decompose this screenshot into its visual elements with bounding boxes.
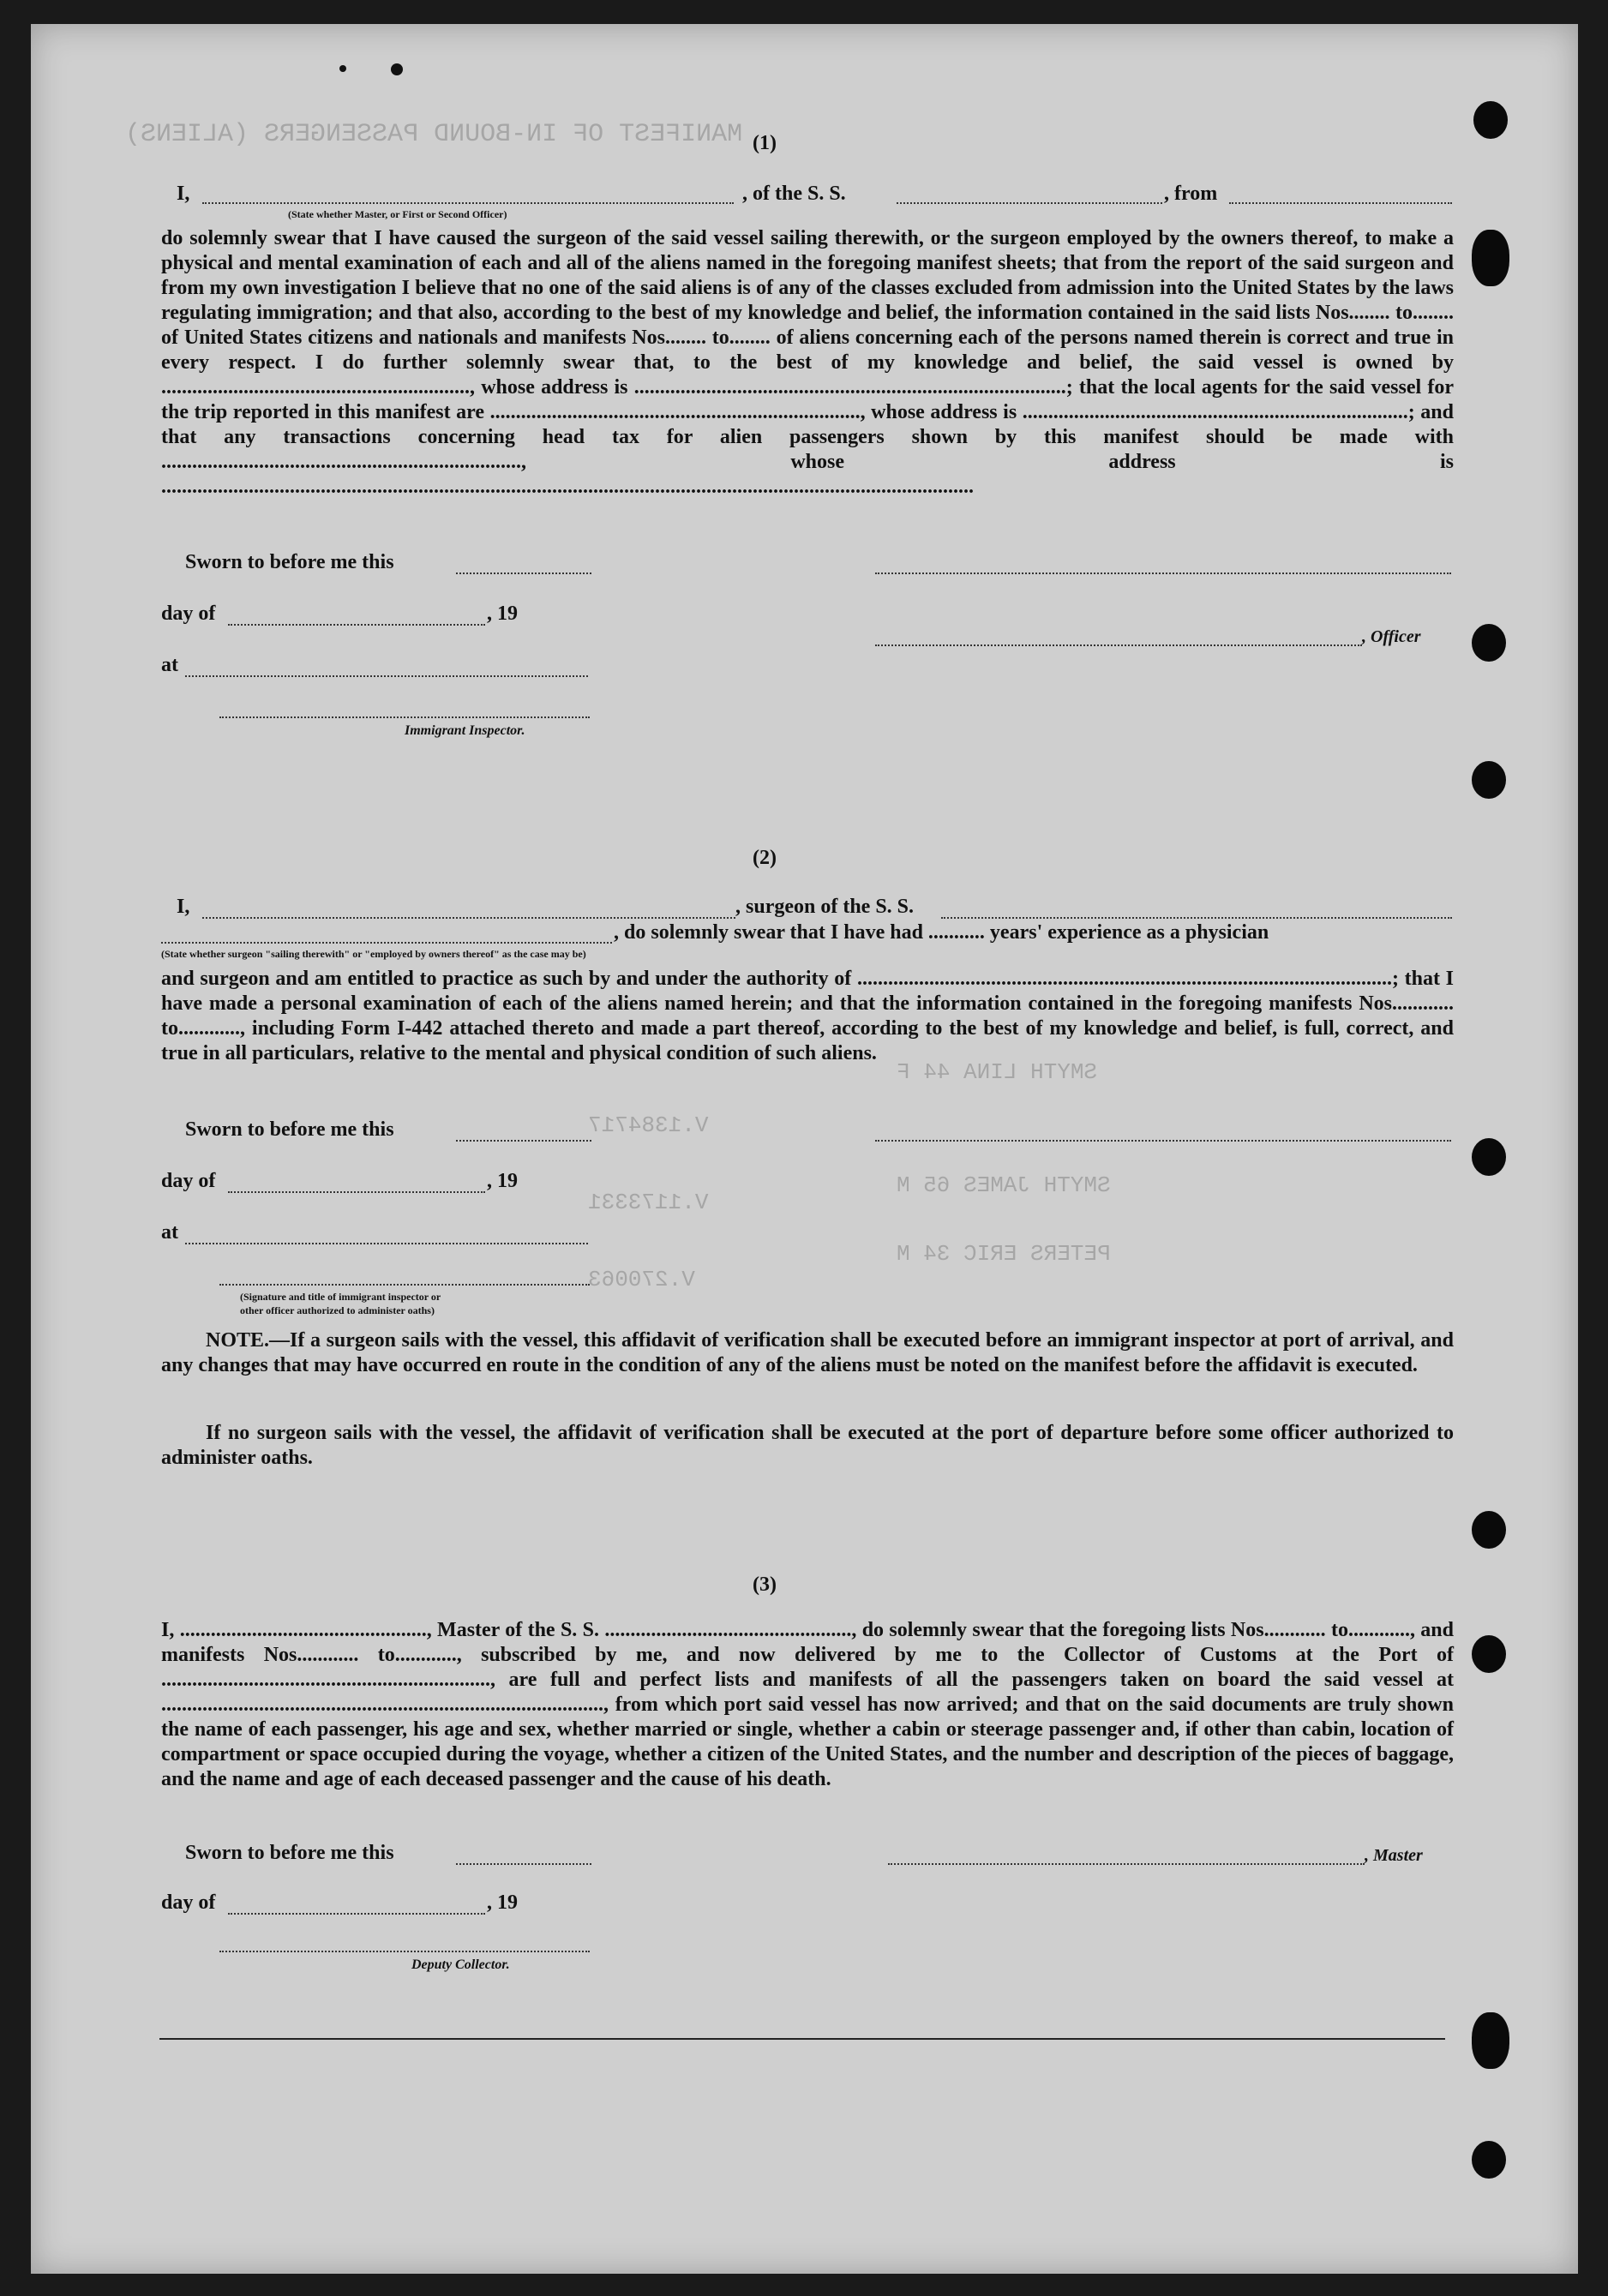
section-3-oath-text: I, ................................................, Master of the S. S. ................................................, do solemnly swear that the foregoing lists Nos............ to............, and manifests Nos............ to............, subscribed by me, and now delivered by me to the Collector of Customs at the Port of ................................................................, are full and perfect lists and manifests of all the passengers taken on board the said vessel at ......................................................................................, from which port said vessel has now arrived; and that on the said documents are truly shown the name of each passenger, his age and sex, whether married or single, whether a cabin or steerage passenger and, if other than cabin, location of compartment or space occupied during the voyage, whether a citizen of the United States, and the number and description of the pieces of baggage, and the name and age of each deceased passenger and the cause of his death. (161, 1619, 1454, 1790)
surgeon-of-ss-label: , surgeon of the S. S. (735, 896, 915, 918)
day-of-field-2[interactable] (228, 1191, 485, 1193)
at-place-field-2[interactable] (185, 1243, 588, 1244)
note-label: NOTE. (206, 1329, 270, 1352)
sworn-date-field[interactable] (456, 573, 591, 574)
punch-hole (1472, 1511, 1506, 1549)
surgeon-signature-field[interactable] (875, 1140, 1451, 1142)
punch-hole (1472, 2141, 1506, 2179)
bleed-through-text: V.1384717 (588, 1112, 709, 1138)
sworn-label: Sworn to before me this (185, 551, 394, 573)
day-of-field[interactable] (228, 624, 485, 626)
punch-hole (1472, 1635, 1506, 1673)
day-of-field-3[interactable] (228, 1913, 485, 1915)
section-1-oath-i: I, (177, 183, 190, 205)
bleed-through-text: V.270063 (588, 1267, 695, 1292)
section-1-oath-text: do solemnly swear that I have caused the surgeon of the said vessel sailing therewith, or the surgeon employed by the owners thereof, to make a physical and mental examination of each and all of the aliens named in the foregoing manifest sheets; that from the report of the said surgeon and from my own investigation I believe that no one of the said aliens is of any of the classes excluded from admission into the United States by the laws regulating immigration; and that also, according to the best of my knowledge and belief, the information contained in the said lists Nos........ to........ of United States citizens and nationals and manifests Nos........ to........ of aliens concerning each of the persons named therein is correct and true in every respect. I do further solemnly swear that, to the best of my knowledge and belief, the said vessel is owned by ............................................................, whose address is ....................................................................................; that the local agents for the said vessel for the trip reported in this manifest are ........................................................................, whose address is ...........................................................................; and that any transactions concerning head tax for alien passengers shown by this manifest should be made with ......................................................................, whose address is .............................................................................................................................................................. (161, 227, 1454, 498)
speck (339, 65, 346, 72)
deputy-collector-signature[interactable] (219, 1951, 590, 1952)
day-of-label: day of (161, 602, 216, 625)
bleed-through-text: PETERS ERIC 34 M (897, 1241, 1111, 1267)
punch-hole (1472, 761, 1506, 799)
departure-port-field[interactable] (1229, 202, 1452, 204)
sworn-label-3: Sworn to before me this (185, 1842, 394, 1864)
sworn-date-field-2[interactable] (456, 1140, 591, 1142)
officer-signature-field[interactable] (875, 573, 1451, 574)
at-label: at (161, 654, 178, 676)
day-of-label-3: day of (161, 1891, 216, 1914)
year-19-label-2: , 19 (487, 1170, 518, 1192)
signature-note-line-1: (Signature and title of immigrant inspector or (240, 1291, 441, 1303)
punch-hole (1472, 230, 1509, 286)
at-place-field[interactable] (185, 675, 588, 677)
master-or-officer-note: (State whether Master, or First or Second Officer) (288, 208, 507, 220)
signature-note-line-2: other officer authorized to administer oaths) (240, 1304, 435, 1316)
from-label: , from (1164, 183, 1218, 205)
bottom-rule (159, 2038, 1445, 2040)
manifest-page (31, 24, 1578, 2274)
immigrant-inspector-caption: Immigrant Inspector. (405, 723, 525, 738)
punch-hole (1472, 2012, 1509, 2069)
immigrant-inspector-signature[interactable] (219, 716, 590, 718)
officer-caption: , Officer (1362, 627, 1421, 646)
surgeon-status-note: (State whether surgeon "sailing therewith" or "employed by owners thereof" as the case may be) (161, 948, 586, 960)
master-caption: , Master (1365, 1846, 1423, 1865)
day-of-label-2: day of (161, 1170, 216, 1192)
officer-name-field[interactable] (202, 202, 734, 204)
officer-title-field[interactable] (875, 644, 1362, 646)
surgeon-swear-line: , do solemnly swear that I have had ........... years' experience as a physician (614, 921, 1269, 944)
bleed-through-text: V.1173331 (588, 1190, 709, 1215)
section-2-number: (2) (753, 847, 777, 869)
at-label-2: at (161, 1221, 178, 1244)
section-1-number: (1) (753, 132, 777, 154)
section-2-oath-i: I, (177, 896, 190, 918)
note-text: —If a surgeon sails with the vessel, this affidavit of verification shall be executed before an immigrant inspector at port of arrival, and any changes that may have occurred en route in the condition of any of the aliens must be noted on the manifest before the affidavit is executed. (161, 1329, 1454, 1376)
punch-hole (1473, 101, 1508, 139)
surgeon-status-field[interactable] (161, 942, 612, 944)
inspector-signature-field[interactable] (219, 1284, 590, 1286)
punch-hole (1472, 624, 1506, 662)
section-3-number: (3) (753, 1574, 777, 1596)
surgeon-name-field[interactable] (202, 917, 735, 919)
surgeon-vessel-field[interactable] (941, 917, 1452, 919)
deputy-collector-caption: Deputy Collector. (411, 1957, 510, 1972)
vessel-name-field[interactable] (897, 202, 1162, 204)
year-19-label: , 19 (487, 602, 518, 625)
master-signature-field[interactable] (888, 1863, 1365, 1865)
bleed-through-text: SMYTH LINA 44 F (897, 1059, 1098, 1085)
surgeon-note-paragraph (161, 1328, 1454, 1378)
punch-hole (1472, 1138, 1506, 1176)
bleed-through-text: SMYTH JAMES 65 M (897, 1172, 1111, 1198)
no-surgeon-paragraph: If no surgeon sails with the vessel, the affidavit of verification shall be executed at the port of departure before some officer authorized to administer oaths. (161, 1422, 1454, 1469)
speck (391, 63, 403, 75)
year-19-label-3: , 19 (487, 1891, 518, 1914)
sworn-label-2: Sworn to before me this (185, 1118, 394, 1141)
of-the-ss-label: , of the S. S. (742, 183, 846, 205)
sworn-date-field-3[interactable] (456, 1863, 591, 1865)
section-2-oath-text: and surgeon and am entitled to practice as such by and under the authority of ........................................................................................................; that I have made a personal examination of each of the aliens named herein; and that the information contained in the foregoing manifests Nos............ to............, including Form I-442 attached thereto and made a part thereof, according to the best of my knowledge and belief, is full, correct, and true in all particulars, relative to the mental and physical condition of such aliens. (161, 968, 1454, 1064)
bleed-through-text: MANIFEST OF IN-BOUND PASSENGERS (ALIENS) (125, 120, 743, 149)
